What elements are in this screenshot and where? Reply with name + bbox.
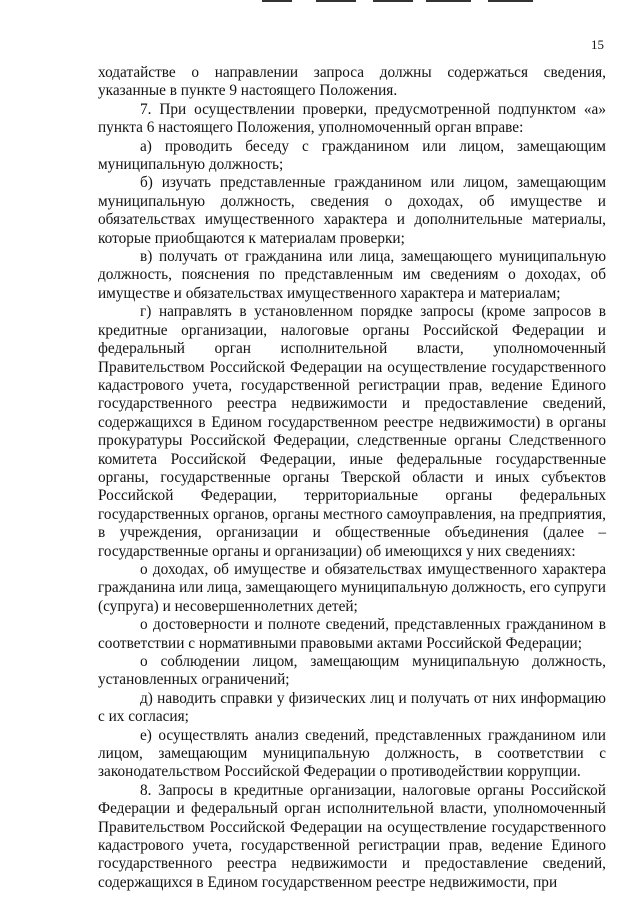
paragraph-g-restrictions: о соблюдении лицом, замещающим муниципальную должность, установленных ограничений; — [98, 653, 606, 689]
top-rule-1 — [262, 0, 292, 2]
paragraph-subitem-g: г) направлять в установленном порядке запросы (кроме запросов в кредитные организации, налоговые органы Российской Федерации и федеральный орган исполнительной власти, уполномоченный Правительством Российской Федерации на осуществление государственного кадастрового учета, государственной регистрации прав, ведение Единого государственного реестра недвижимости и предоставление сведений, содержащихся в Едином государственном реестре недвижимости) в органы прокуратуры Российской Федерации, следственные органы Следственного комитета Российской Федерации, иные федеральные государственные органы, государственные органы Тверской области и иных субъектов Российской Федерации, территориальные органы федеральных государственных органов, органы местного самоуправления, на предприятия, в учреждения, организации и общественные объединения (далее – государственные органы и организации) об имеющихся у них сведениях: — [98, 303, 606, 560]
paragraph-continuation: ходатайстве о направлении запроса должны содержаться сведения, указанные в пункте 9 настоящего Положения. — [98, 64, 606, 100]
top-rule-5 — [488, 0, 533, 2]
paragraph-subitem-b: б) изучать представленные гражданином или лицом, замещающим муниципальную должность, сведения о доходах, об имуществе и обязательствах имущественного характера и дополнительные материалы, которые приобщаются к материалам проверки; — [98, 174, 606, 247]
paragraph-subitem-v: в) получать от гражданина или лица, замещающего муниципальную должность, пояснения по представленным им сведениям о доходах, об имуществе и обязательствах имущественного характера и материалам; — [98, 248, 606, 302]
paragraph-g-income: о доходах, об имуществе и обязательствах имущественного характера гражданина или лица, замещающего муниципальную должность, его супруги (супруга) и несовершеннолетних детей; — [98, 560, 606, 615]
top-rule-2 — [316, 0, 356, 2]
paragraph-g-accuracy: о достоверности и полноте сведений, представленных гражданином в соответствии с нормативными правовыми актами Российской Федерации; — [98, 616, 606, 652]
document-body — [98, 64, 606, 892]
paragraph-item-8: 8. Запросы в кредитные организации, налоговые органы Российской Федерации и федеральный орган исполнительной власти, уполномоченный Правительством Российской Федерации на осуществление государственного кадастрового учета, государственной регистрации прав, ведение Единого государственного реестра недвижимости и предоставление сведений, содержащихся в Едином государственном реестре недвижимости, при — [98, 781, 606, 891]
paragraph-subitem-d: д) наводить справки у физических лиц и получать от них информацию с их согласия; — [98, 689, 606, 726]
top-rule-3 — [373, 0, 413, 2]
page-number: 15 — [591, 37, 604, 52]
paragraph-subitem-a: а) проводить беседу с гражданином или лицом, замещающим муниципальную должность; — [98, 137, 606, 174]
top-rule-4 — [426, 0, 471, 2]
paragraph-subitem-e: е) осуществлять анализ сведений, представленных гражданином или лицом, замещающим муниципальную должность, в соответствии с законодательством Российской Федерации о противодействии коррупции. — [98, 726, 606, 781]
paragraph-item-7: 7. При осуществлении проверки, предусмотренной подпунктом «а» пункта 6 настоящего Положения, уполномоченный орган вправе: — [98, 100, 606, 137]
